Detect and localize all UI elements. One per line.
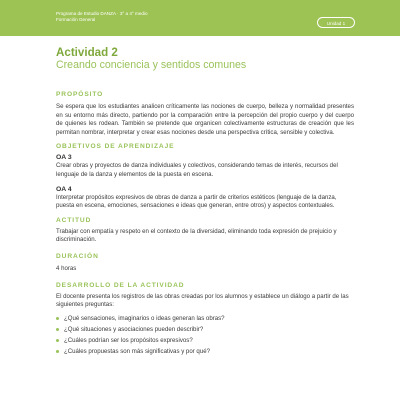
list-item bbox=[56, 337, 354, 345]
document-body bbox=[56, 46, 354, 356]
duracion-heading: DURACIÓN bbox=[56, 252, 99, 260]
oa-code: OA 3 bbox=[56, 154, 72, 162]
program-line-1: Programa de Estudio DANZA · 3° a 4° medio bbox=[56, 11, 148, 16]
oa-text: Crear obras y proyectos de danza individuales y colectivos, considerando temas de interés, recursos del lenguaje de la danza y elementos de la puesta en escena. bbox=[56, 162, 338, 178]
duracion-text: 4 horas bbox=[56, 264, 77, 272]
desarrollo-intro: El docente presenta los registros de las obras creadas por los alumnos y establece un diálogo a partir de las siguientes preguntas: bbox=[56, 292, 349, 309]
question-text: ¿Qué sensaciones, imaginarios o ideas generan las obras? bbox=[64, 314, 225, 322]
bullet-dot-icon bbox=[56, 328, 59, 331]
oa-text: Interpretar propósitos expresivos de obras de danza a partir de criterios estéticos (lenguaje de la danza, puesta en escena, emociones, sensaciones e ideas que generan, entre otros) y aspectos contextuales. bbox=[56, 193, 337, 210]
oa-code: OA 4 bbox=[56, 185, 72, 193]
actitud-text: Trabajar con empatía y respeto en el contexto de la diversidad, eliminando toda expresión de prejuicio y discriminación. bbox=[56, 227, 337, 244]
proposito-heading: PROPÓSITO bbox=[56, 91, 104, 98]
question-list bbox=[56, 315, 354, 356]
activity-title: Actividad 2 bbox=[56, 46, 118, 59]
objetivos-heading: OBJETIVOS DE APRENDIZAJE bbox=[56, 143, 175, 151]
bullet-dot-icon bbox=[56, 339, 59, 342]
bullet-dot-icon bbox=[56, 350, 59, 353]
question-text: ¿Cuáles propuestas son más significativas y por qué? bbox=[64, 347, 210, 355]
actitud-heading: ACTITUD bbox=[56, 216, 92, 224]
program-line-2: Formación General bbox=[56, 17, 96, 22]
question-text: ¿Qué situaciones y asociaciones pueden describir? bbox=[64, 325, 204, 333]
proposito-text: Se espera que los estudiantes analicen críticamente las nociones de cuerpo, belleza y normalidad presentes en su entorno más directo, partiendo por la comparación entre la percepción del propio cuerpo y del cuerpo de quienes les rodean. También se pretende que organicen colectivamente estructuras de creación que les permitan nombrar, interpretar y crear esas nociones desde una perspectiva crítica, sensible y colectiva. bbox=[56, 103, 354, 136]
list-item bbox=[56, 315, 354, 323]
header-bar bbox=[0, 0, 400, 36]
list-item bbox=[56, 326, 354, 334]
unit-badge: Unidad 1 bbox=[317, 17, 355, 28]
desarrollo-heading: DESARROLLO DE LA ACTIVIDAD bbox=[56, 281, 185, 289]
bullet-dot-icon bbox=[56, 317, 59, 320]
activity-subtitle: Creando conciencia y sentidos comunes bbox=[56, 59, 247, 71]
question-text: ¿Cuáles podrían ser los propósitos expresivos? bbox=[64, 336, 193, 344]
list-item bbox=[56, 348, 354, 356]
program-label bbox=[56, 11, 148, 23]
